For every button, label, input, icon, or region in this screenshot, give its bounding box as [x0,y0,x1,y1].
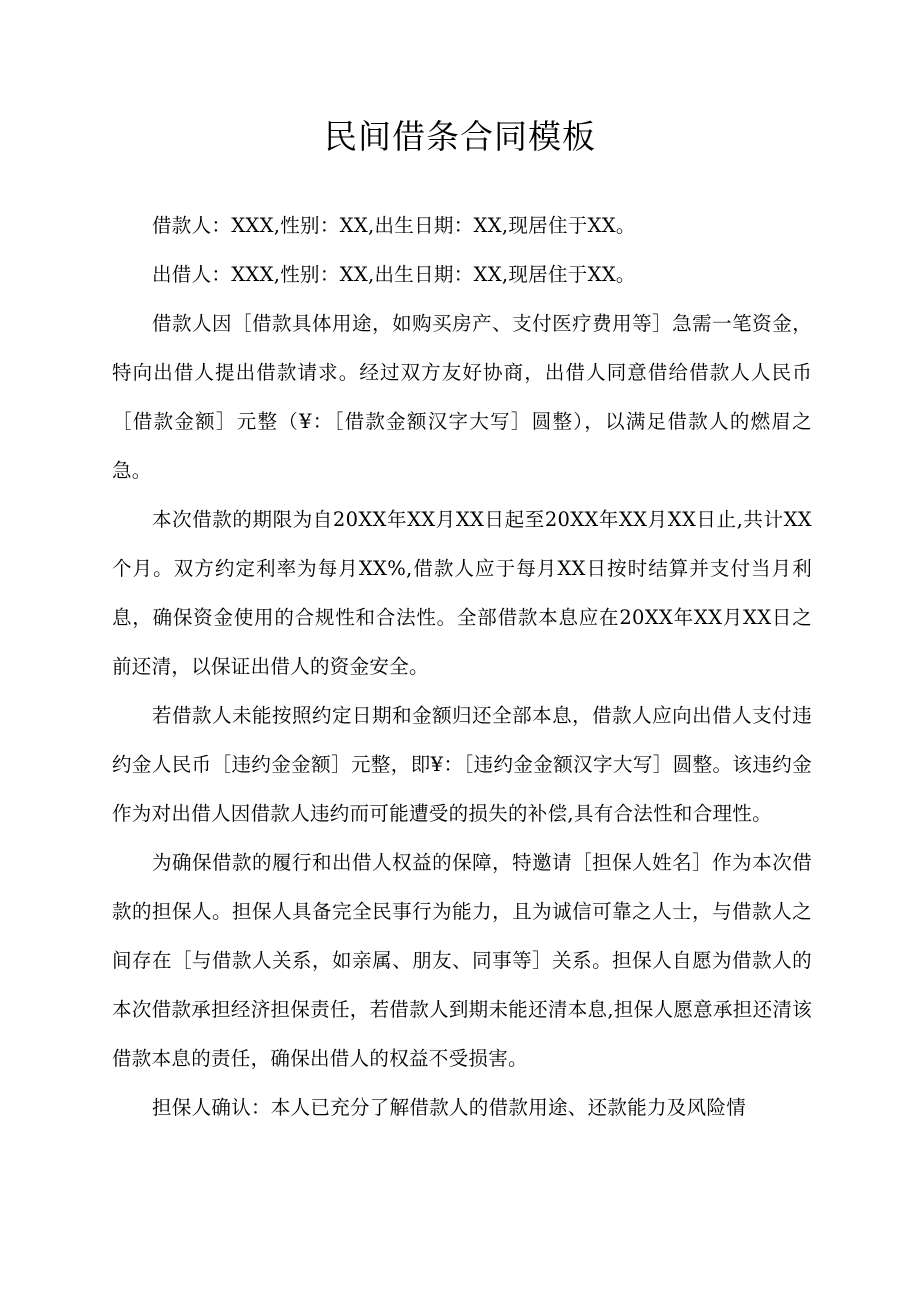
guarantor-confirmation-paragraph: 担保人确认：本人已充分了解借款人的借款用途、还款能力及风险情 [152,1096,747,1119]
document-body [112,201,812,1132]
document-title: 民间借条合同模板 [324,117,596,156]
borrower-info-paragraph: 借款人：XXX,性别：XX,出生日期：XX,现居住于XX。 [152,214,636,237]
guarantor-paragraph: 为确保借款的履行和出借人权益的保障，特邀请［担保人姓名］作为本次借款的担保人。担保人具备完全民事行为能力，且为诚信可靠之人士，与借款人之间存在［与借款人关系，如亲属、朋友、同事等］关系。担保人自愿为借款人的本次借款承担经济担保责任，若借款人到期未能还清本息,担保人愿意承担还清该借款本息的责任，确保出借人的权益不受损害。 [112,851,812,1070]
default-penalty-paragraph: 若借款人未能按照约定日期和金额归还全部本息，借款人应向出借人支付违约金人民币［违约金金额］元整，即¥：［违约金金额汉字大写］圆整。该违约金作为对出借人因借款人违约而可能遭受的损失的补偿,具有合法性和合理性。 [112,704,812,825]
loan-term-paragraph: 本次借款的期限为自20XX年XX月XX日起至20XX年XX月XX日止,共计XX个月。双方约定利率为每月XX%,借款人应于每月XX日按时结算并支付当月利息，确保资金使用的合规性和合法性。全部借款本息应在20XX年XX月XX日之前还清，以保证出借人的资金安全。 [112,508,812,678]
lender-info-paragraph: 出借人：XXX,性别：XX,出生日期：XX,现居住于XX。 [152,263,636,286]
loan-purpose-paragraph: 借款人因［借款具体用途，如购买房产、支付医疗费用等］急需一笔资金，特向出借人提出借款请求。经过双方友好协商，出借人同意借给借款人人民币［借款金额］元整（¥：［借款金额汉字大写］圆整），以满足借款人的燃眉之急。 [112,312,812,482]
